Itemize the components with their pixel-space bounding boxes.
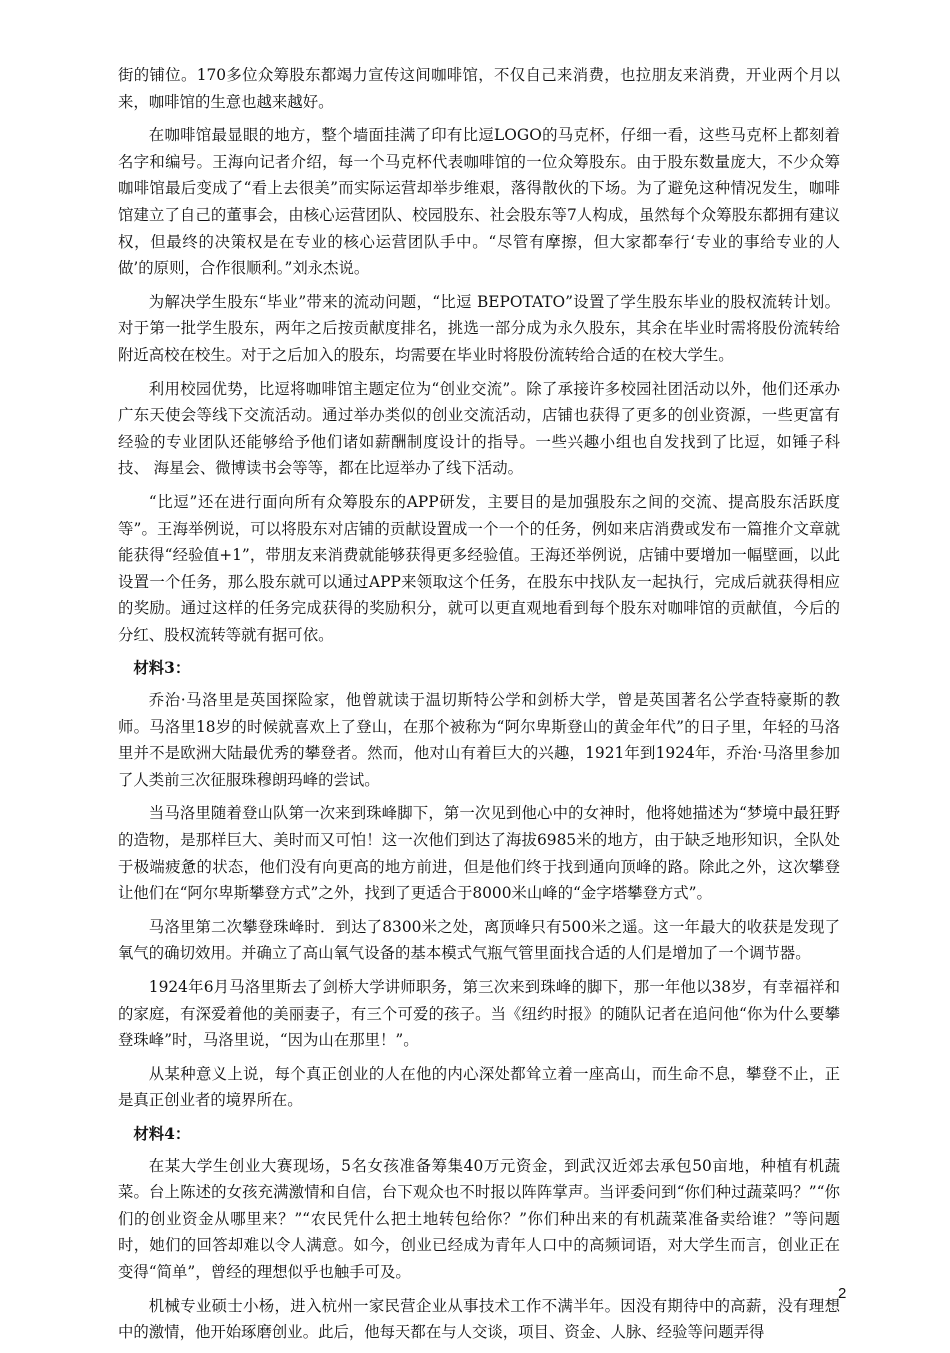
- section-heading-material-3: 材料3：: [133, 659, 191, 678]
- paragraph: 当马洛里随着登山队第一次来到珠峰脚下，第一次见到他心中的女神时，他将她描述为“梦境中最狂野的造物，是那样巨大、美时而又可怕！这一次他们到达了海拔6985米的地方，由于缺乏地形知识，全队处于极端疲惫的状态，他们没有向更高的地方前进，但是他们终于找到通向顶峰的路。除此之外，这次攀登 让他们在“阿尔卑斯攀登方式”之外，找到了更适合于8000米山峰的“金字塔攀登方式”。: [118, 804, 856, 903]
- paragraph: 从某种意义上说，每个真正创业的人在他的内心深处都耸立着一座高山，而生命不息，攀登不止，正是真正创业者的境界所在。: [118, 1064, 840, 1110]
- paragraph: 在某大学生创业大赛现场，5名女孩准备筹集40万元资金，到武汉近郊去承包50亩地，种植有机蔬菜。台上陈述的女孩充满激情和自信，台下观众也不时报以阵阵掌声。当评委问到“你们种过蔬菜吗？”“你们的创业资金从哪里来？”“农民凭什么把土地转包给你？”你们种出来的有机蔬菜准备卖给谁？”等问题时，她们的回答却难以令人满意。如今，创业已经成为青年人口中的高频词语，对大学生而言，创业正在变得“简单”，曾经的理想似乎也触手可及。: [118, 1156, 840, 1281]
- paragraph: “比逗”还在进行面向所有众筹股东的APP研发，主要目的是加强股东之间的交流、提高股东活跃度等”。王海举例说，可以将股东对店铺的贡献设置成一个一个的任务，例如来店消费或发布一篇推介文章就能获得“经验值+1”，带朋友来消费就能够获得更多经验值。王海还举例说，店铺中要增加一幅壁画，以此设置一个任务，那么股东就可以通过APP来领取这个任务，在股东中找队友一起执行，完成后就获得相应的奖励。通过这样的任务完成获得的奖励积分，就可以更直观地看到每个股东对咖啡馆的贡献值，今后的分红、股权流转等就有据可依。: [118, 492, 840, 644]
- section-heading-material-4: 材料4：: [133, 1124, 191, 1143]
- paragraph: 机械专业硕士小杨，进入杭州一家民营企业从事技术工作不满半年。因没有期待中的高薪，没有理想中的激情，他开始琢磨创业。此后，他每天都在与人交谈，项目、资金、人脉、经验等问题弄得: [118, 1296, 840, 1342]
- document-body: [118, 62, 856, 1353]
- paragraph: 在咖啡馆最显眼的地方，整个墙面挂满了印有比逗LOGO的马克杯，仔细一看，这些马克杯上都刻着名字和编号。王海向记者介绍，每一个马克杯代表咖啡馆的一位众筹股东。由于股东数量庞大，不少众筹咖啡馆最后变成了“看上去很美”而实际运营却举步维艰，落得散伙的下场。为了避免这种情况发生，咖啡馆建立了自己的董事会，由核心运营团队、校园股东、社会股东等7人构成，虽然每个众筹股东都拥有建议权，但最终的决策权是在专业的核心运营团队手中。“尽管有摩擦，但大家都奉行‘专业的事给专业的人做’的原则，合作很顺利。”刘永杰说。: [118, 126, 840, 278]
- paragraph: 为解决学生股东“毕业”带来的流动问题，“比逗 BEPOTATO”设置了学生股东毕业的股权流转计划。对于第一批学生股东，两年之后按贡献度排名，挑选一部分成为永久股东，其余在毕业时需将股份流转给附近高校在校生。对于之后加入的股东，均需要在毕业时将股份流转给合适的在校大学生。: [118, 292, 840, 364]
- paragraph: 街的铺位。170多位众筹股东都竭力宣传这间咖啡馆，不仅自己来消费，也拉朋友来消费，开业两个月以来，咖啡馆的生意也越来越好。: [118, 66, 840, 111]
- paragraph: 马洛里第二次攀登珠峰时．到达了8300米之处，离顶峰只有500米之遥。这一年最大的收获是发现了氧气的确切效用。并确立了高山氧气设备的基本模式气瓶气管里面找合适的人们是增加了一个调节器。: [118, 917, 840, 963]
- paragraph: 利用校园优势，比逗将咖啡馆主题定位为“创业交流”。除了承接许多校园社团活动以外，他们还承办广东天使会等线下交流活动。通过举办类似的创业交流活动，店铺也获得了更多的创业资源，一些更富有经验的专业团队还能够给予他们诸如薪酬制度设计的指导。一些兴趣小组也自发找到了比逗，如锤子科技、 海星会、微博读书会等等，都在比逗举办了线下活动。: [118, 379, 840, 478]
- paragraph: 1924年6月马洛里斯去了剑桥大学讲师职务，第三次来到珠峰的脚下，那一年他以38岁，有幸福祥和的家庭，有深爱着他的美丽妻子，有三个可爱的孩子。当《纽约时报》的随队记者在追问他“你为什么要攀登珠峰”时，马洛里说，“因为山在那里！”。: [118, 978, 840, 1050]
- paragraph: 乔治·马洛里是英国探险家，他曾就读于温切斯特公学和剑桥大学，曾是英国著名公学查特豪斯的教师。马洛里18岁的时候就喜欢上了登山，在那个被称为“阿尔卑斯登山的黄金年代”的日子里，年轻的马洛里并不是欧洲大陆最优秀的攀登者。然而，他对山有着巨大的兴趣，1921年到1924年，乔治·马洛里参加了人类前三次征服珠穆朗玛峰的尝试。: [118, 691, 840, 789]
- page-number: 2: [838, 1285, 847, 1302]
